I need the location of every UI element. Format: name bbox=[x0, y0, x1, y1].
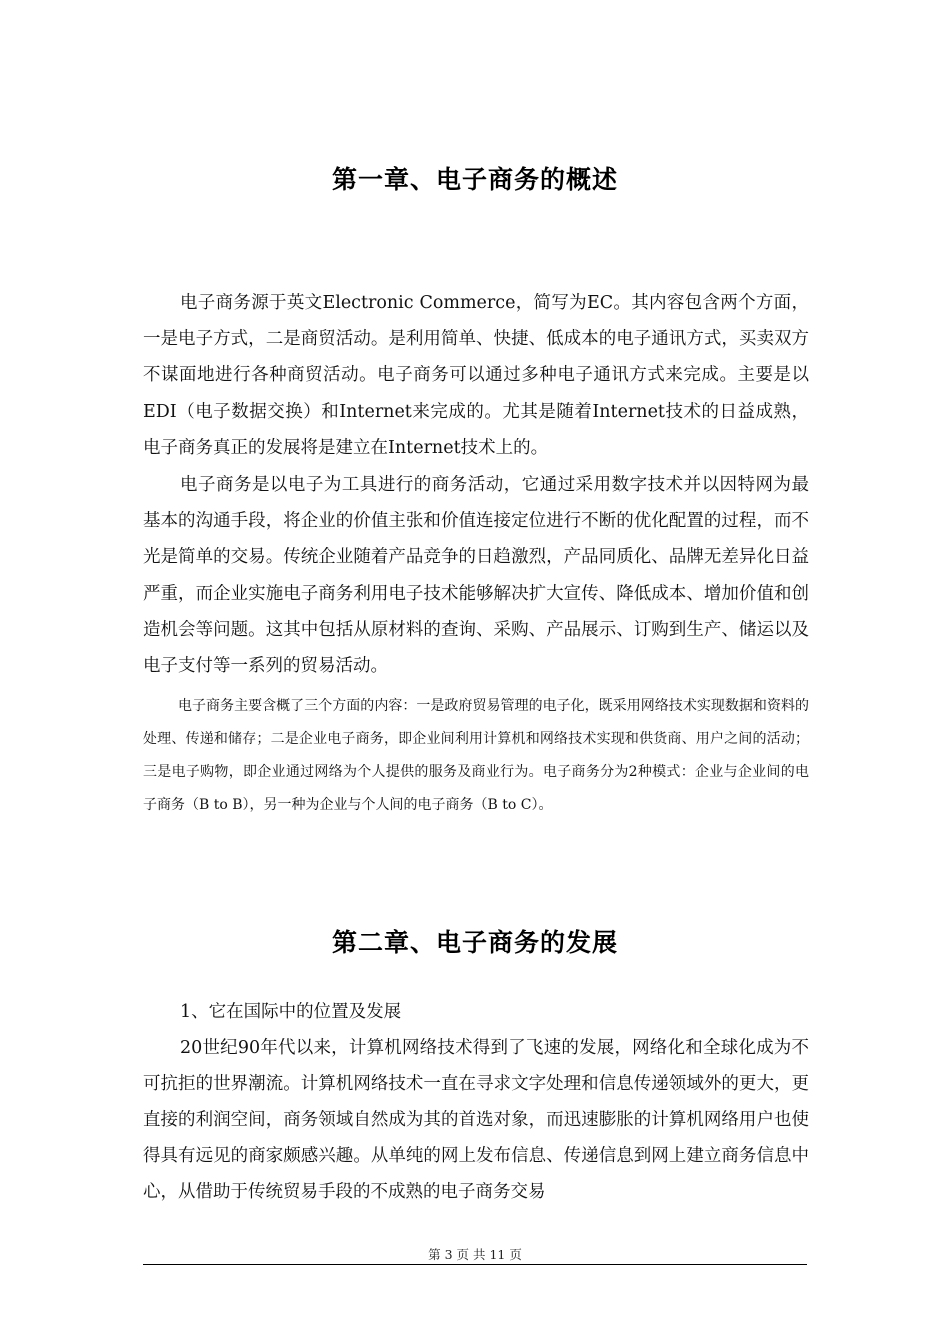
chapter2-section1-heading: 1、它在国际中的位置及发展 bbox=[180, 1002, 402, 1022]
chapter1-paragraph-3: 电子商务主要含概了三个方面的内容：一是政府贸易管理的电子化，既采用网络技术实现数据和资料的处理、传递和储存；二是企业电子商务，即企业间利用计算机和网络技术实现和供货商、用户之间的活动；三是电子购物，即企业通过网络为个人提供的服务及商业行为。电子商务分为2种模式：企业与企业间的电子商务（B to B），另一种为企业与个人间的电子商务（B to C）。 bbox=[143, 698, 809, 813]
chapter1-paragraph-2: 电子商务是以电子为工具进行的商务活动，它通过采用数字技术并以因特网为最基本的沟通手段，将企业的价值主张和价值连接定位进行不断的优化配置的过程，而不光是简单的交易。传统企业随着产品竞争的日趋激烈，产品同质化、品牌无差异化日益严重，而企业实施电子商务利用电子技术能够解决扩大宣传、降低成本、增加价值和创造机会等问题。这其中包括从原材料的查询、采购、产品展示、订购到生产、储运以及电子支付等一系列的贸易活动。 bbox=[143, 475, 809, 677]
chapter2-title: 第二章、电子商务的发展 bbox=[331, 928, 618, 957]
chapter1-title: 第一章、电子商务的概述 bbox=[331, 165, 618, 194]
chapter1-paragraph-1: 电子商务源于英文Electronic Commerce，简写为EC。其内容包含两个方面，一是电子方式，二是商贸活动。是利用简单、快捷、低成本的电子通讯方式，买卖双方不谋面地进行各种商贸活动。电子商务可以通过多种电子通讯方式来完成。主要是以EDI（电子数据交换）和Internet来完成的。尤其是随着Internet技术的日益成熟，电子商务真正的发展将是建立在Internet技术上的。 bbox=[143, 293, 809, 458]
footer-divider bbox=[143, 1264, 807, 1265]
page-number-footer: 第 3 页 共 11 页 bbox=[428, 1247, 522, 1262]
chapter2-paragraph-1: 20世纪90年代以来，计算机网络技术得到了飞速的发展，网络化和全球化成为不可抗拒的世界潮流。计算机网络技术一直在寻求文字处理和信息传递领域外的更大，更直接的利润空间，商务领域自然成为其的首选对象，而迅速膨胀的计算机网络用户也使得具有远见的商家颇感兴趣。从单纯的网上发布信息、传递信息到网上建立商务信息中心，从借助于传统贸易手段的不成熟的电子商务交易 bbox=[143, 1038, 809, 1202]
